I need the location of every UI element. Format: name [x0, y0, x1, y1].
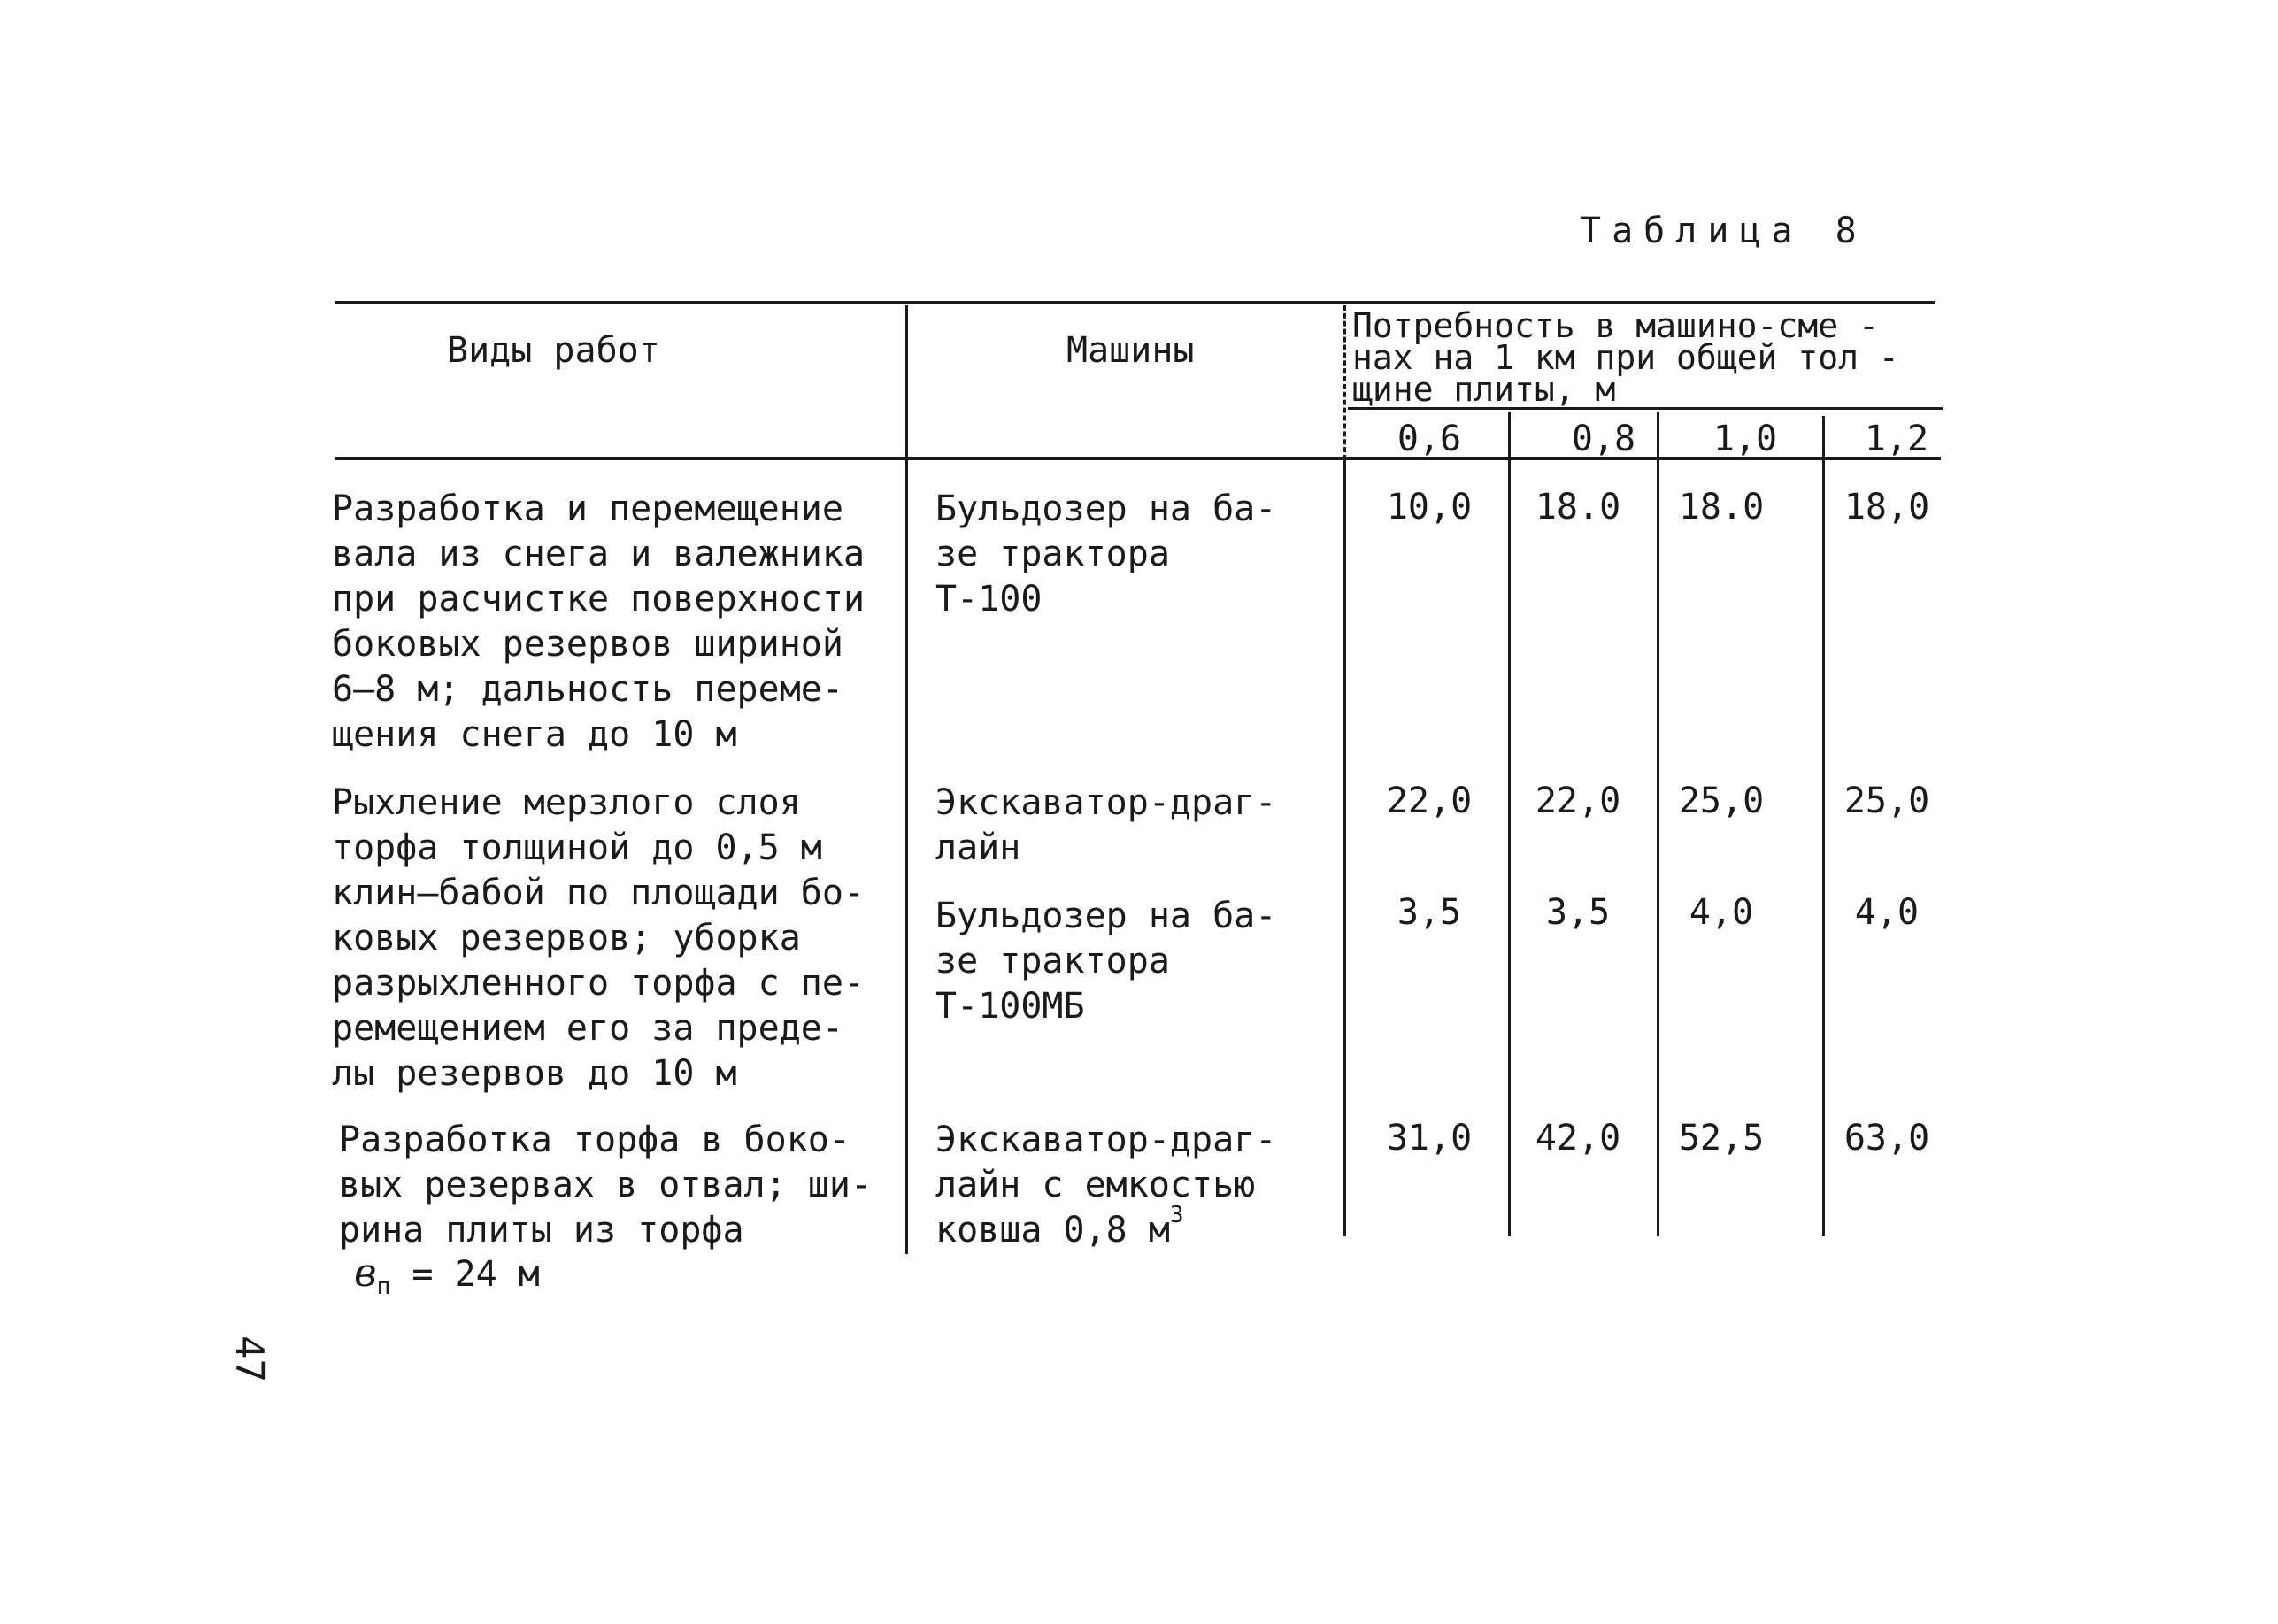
row-2-m2-value-06: 3,5	[1397, 892, 1462, 933]
row-3-formula	[354, 1251, 540, 1300]
row-3-value-10: 52,5	[1678, 1118, 1765, 1158]
row-2-m1-value-06: 22,0	[1386, 781, 1473, 821]
header-machines: Машины	[1066, 330, 1195, 371]
row-3-formula-rest: = 24 м	[390, 1254, 540, 1295]
row-2-m2-value-08: 3,5	[1545, 892, 1611, 933]
row-2-m1-value-08: 22,0	[1535, 781, 1621, 821]
table-top-rule	[335, 301, 1935, 304]
row-3-value-12: 63,0	[1843, 1118, 1930, 1158]
row-3-formula-subscript: п	[376, 1274, 391, 1300]
row-2-m2-value-12: 4,0	[1854, 892, 1920, 933]
row-2-machine-1: Экскаватор-драг- лайн	[935, 782, 1277, 868]
row-1-work: Разработка и перемещение вала из снега и валежника при расчистке поверхности боковых резервов шириной 6–8 м; дальность переме- щения снега до 10 м	[332, 489, 866, 755]
row-3-work: Разработка торфа в боко- вых резервах в отвал; ши- рина плиты из торфа	[339, 1120, 873, 1251]
row-1-value-10: 18.0	[1678, 487, 1765, 527]
row-2-work: Рыхление мерзлого слоя торфа толщиной до 0,5 м клин–бабой по площади бо- ковых резервов; уборка разрыхленного торфа с пе- ремещением его за преде- лы резервов до 10 м	[332, 782, 866, 1094]
row-1-value-06: 10,0	[1386, 487, 1473, 527]
table-caption: Таблица 8	[1580, 211, 1867, 251]
row-3-machine-1	[935, 1118, 1276, 1258]
col-divider-06	[1508, 412, 1511, 1236]
header-need-line-1: Потребность в машино-сме -	[1352, 306, 1879, 345]
row-1-machine-1: Бульдозер на ба- зе трактора Т-100	[935, 489, 1277, 620]
row-1-value-12: 18,0	[1843, 487, 1930, 527]
header-thickness-06: 0,6	[1397, 419, 1462, 459]
row-3-machine-1-name: Экскаватор-драг- лайн с емкостью ковша 0,8 м	[935, 1120, 1277, 1251]
header-thickness-10: 1,0	[1712, 419, 1778, 459]
header-need-line-2: нах на 1 км при общей тол -	[1352, 338, 1899, 377]
row-2-m1-value-10: 25,0	[1678, 781, 1765, 821]
col-divider-work	[905, 305, 908, 1254]
row-3-value-08: 42,0	[1535, 1118, 1621, 1158]
page-number: 47	[226, 1335, 272, 1382]
header-thickness-12: 1,2	[1864, 419, 1929, 459]
row-3-machine-1-superscript: 3	[1169, 1202, 1184, 1228]
row-1-value-08: 18.0	[1535, 487, 1621, 527]
row-3-value-06: 31,0	[1386, 1118, 1473, 1158]
row-2-m2-value-10: 4,0	[1689, 892, 1754, 933]
header-work-types: Виды работ	[447, 330, 660, 371]
col-divider-machines	[1343, 460, 1346, 1236]
col-divider-10	[1822, 416, 1825, 1236]
row-3-formula-symbol: в	[354, 1251, 377, 1296]
col-divider-08	[1657, 412, 1659, 1236]
col-divider-machines-header	[1343, 305, 1346, 460]
header-need-line-3: щине плиты, м	[1352, 370, 1616, 409]
header-thickness-08: 0,8	[1571, 419, 1636, 459]
row-2-m1-value-12: 25,0	[1843, 781, 1930, 821]
row-2-machine-2: Бульдозер на ба- зе трактора Т-100МБ	[935, 896, 1277, 1027]
